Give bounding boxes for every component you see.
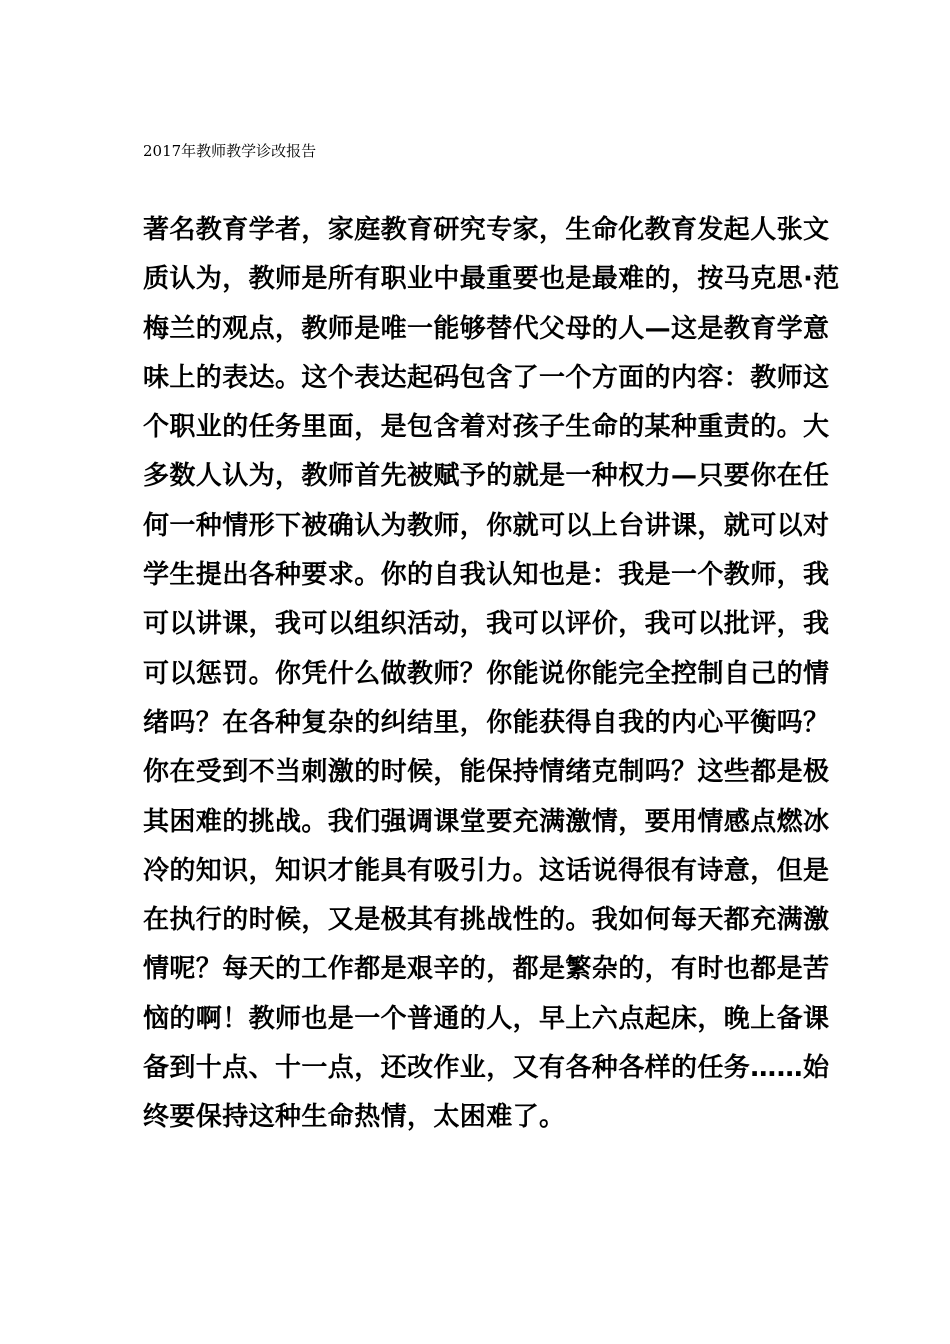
body-line: 味上的表达。这个表达起码包含了一个方面的内容：教师这 — [143, 362, 830, 393]
body-line: 学生提出各种要求。你的自我认知也是：我是一个教师，我 — [143, 560, 830, 591]
body-line: 恼的啊！教师也是一个普通的人，早上六点起床，晚上备课 — [143, 1003, 830, 1034]
body-line: 个职业的任务里面，是包含着对孩子生命的某种重责的。大 — [143, 412, 830, 443]
body-line: 冷的知识，知识才能具有吸引力。这话说得很有诗意，但是 — [143, 855, 830, 886]
body-line: 可以惩罚。你凭什么做教师？你能说你能完全控制自己的情 — [143, 658, 830, 689]
body-line: 终要保持这种生命热情，太困难了。 — [143, 1102, 566, 1133]
body-line: 多数人认为，教师首先被赋予的就是一种权力—只要你在任 — [143, 461, 830, 492]
body-line: 备到十点、十一点，还改作业，又有各种各样的任务……始 — [143, 1053, 830, 1084]
body-line: 情呢？每天的工作都是艰辛的，都是繁杂的，有时也都是苦 — [143, 954, 830, 985]
body-line: 其困难的挑战。我们强调课堂要充满激情，要用情感点燃冰 — [143, 806, 830, 837]
body-line: 在执行的时候，又是极其有挑战性的。我如何每天都充满激 — [143, 905, 830, 936]
body-line: 质认为，教师是所有职业中最重要也是最难的，按马克思·范 — [143, 264, 840, 295]
body-line: 你在受到不当刺激的时候，能保持情绪克制吗？这些都是极 — [143, 757, 830, 788]
body-line: 何一种情形下被确认为教师，你就可以上台讲课，就可以对 — [143, 510, 830, 541]
body-line: 可以讲课，我可以组织活动，我可以评价，我可以批评，我 — [143, 609, 830, 640]
body-line: 著名教育学者，家庭教育研究专家，生命化教育发起人张文 — [143, 215, 830, 245]
document-title: 2017年教师教学诊改报告 — [143, 142, 317, 160]
body-line: 绪吗？在各种复杂的纠结里，你能获得自我的内心平衡吗？ — [143, 707, 830, 738]
document-body — [143, 206, 840, 1143]
body-line: 梅兰的观点，教师是唯一能够替代父母的人—这是教育学意 — [143, 313, 830, 344]
